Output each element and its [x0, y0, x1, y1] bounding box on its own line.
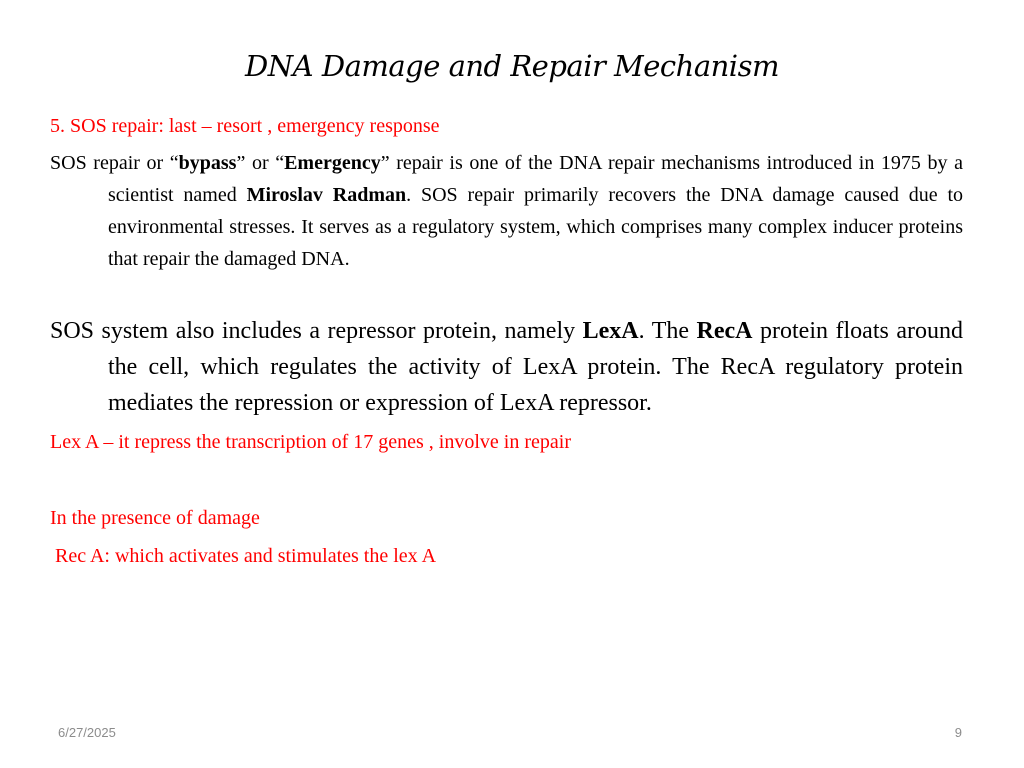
term-emergency: Emergency [284, 152, 381, 174]
term-lexa: LexA [582, 318, 639, 344]
footer-page-number: 9 [954, 725, 962, 740]
paragraph2-text-3: protein floats around the cell, which regulates the activity of LexA protein. The RecA regulatory protein mediates the repression or expression of LexA repressor. [108, 318, 963, 416]
sos-repair-heading: 5. SOS repair: last – resort , emergency response [50, 115, 440, 137]
sos-repair-paragraph [50, 147, 963, 275]
term-reca: RecA [696, 318, 753, 344]
term-miroslav-radman: Miroslav Radman [246, 184, 407, 206]
slide-title: DNA Damage and Repair Mechanism [245, 49, 779, 83]
paragraph2-text-2: . The [638, 318, 697, 344]
paragraph2-text-1: SOS system also includes a repressor protein, namely [50, 318, 583, 344]
paragraph1-text-4: . SOS repair primarily recovers the DNA damage caused due to environmental stresses. It serves as a regulatory system, which comprises many complex inducer proteins that repair the damaged DNA. [108, 184, 964, 270]
reca-note: Rec A: which activates and stimulates the lex A [50, 545, 437, 567]
term-bypass: bypass [178, 152, 237, 174]
damage-note: In the presence of damage [50, 507, 260, 529]
paragraph1-text-1: SOS repair or “ [50, 152, 179, 174]
footer-date: 6/27/2025 [58, 725, 116, 740]
lexa-note: Lex A – it repress the transcription of 17 genes , involve in repair [50, 431, 571, 453]
paragraph1-text-3: ” repair is one of the DNA repair mechanisms introduced in 1975 by a scientist named [108, 152, 963, 206]
paragraph1-text-2: ” or “ [236, 152, 285, 174]
sos-system-paragraph [50, 313, 963, 421]
